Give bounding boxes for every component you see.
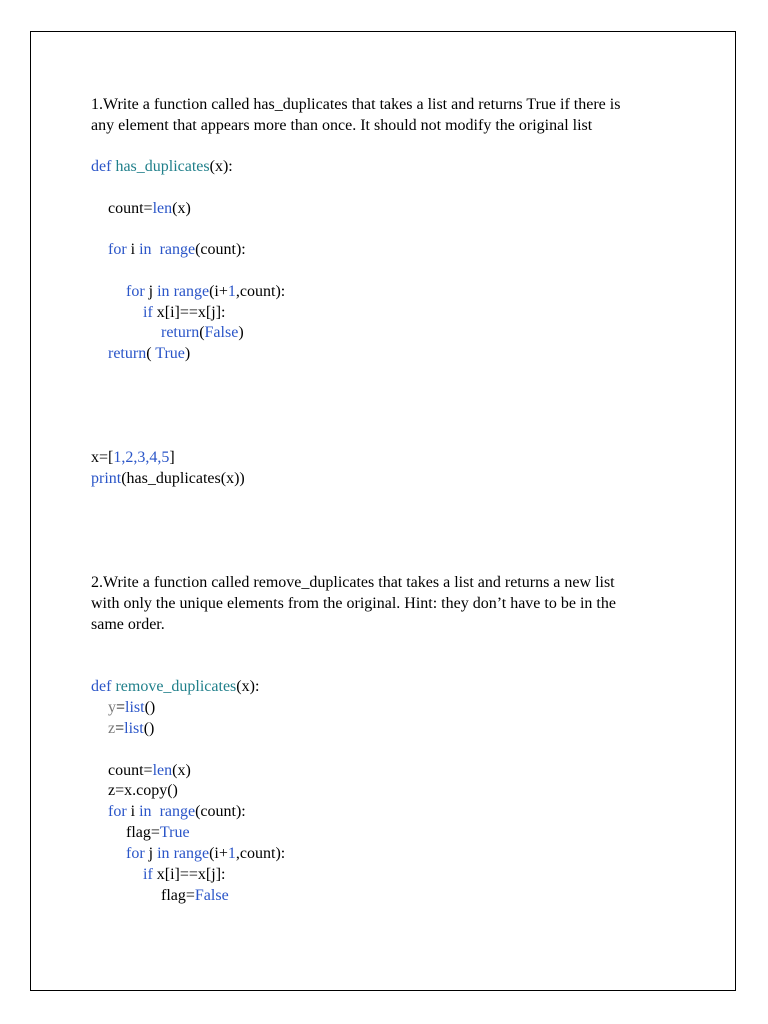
code-text: i <box>126 803 140 820</box>
q1-list-line <box>91 447 175 468</box>
q2-prompt-line-3: same order. <box>91 616 165 633</box>
in-keyword: in <box>139 803 152 820</box>
comma: , <box>157 449 162 466</box>
q2-y-line <box>108 697 155 718</box>
q2-copy-line: z=x.copy() <box>108 782 178 799</box>
number-literal: 4 <box>149 449 158 466</box>
print-builtin: print <box>91 470 122 487</box>
in-keyword: in <box>157 283 170 300</box>
list-builtin: list <box>124 720 144 737</box>
q1-prompt-line-2: any element that appears more than once. It should not modify the original list <box>91 117 593 134</box>
q1-for2-line <box>126 281 285 302</box>
false-literal: False <box>194 887 229 904</box>
code-text: j <box>144 845 158 862</box>
q2-count-line <box>108 760 191 781</box>
q2-def-line <box>91 676 259 697</box>
code-text: flag= <box>126 824 160 841</box>
q1-return-true-line <box>108 343 190 364</box>
z-variable: z <box>108 720 116 737</box>
code-text: i <box>126 241 140 258</box>
q2-z-line <box>108 718 154 739</box>
y-variable: y <box>108 699 116 716</box>
q2-if-line <box>143 864 225 885</box>
if-keyword: if <box>143 304 153 321</box>
q1-def-line <box>91 156 233 177</box>
for-keyword: for <box>108 241 127 258</box>
code-text: (x) <box>172 200 191 217</box>
q1-count-line <box>108 198 191 219</box>
function-name: has_duplicates <box>115 158 210 175</box>
def-params: (x): <box>209 158 233 175</box>
q2-prompt-line-2: with only the unique elements from the original. Hint: they don’t have to be in the <box>91 595 616 612</box>
comma: , <box>121 449 126 466</box>
in-keyword: in <box>139 241 152 258</box>
q1-if-line <box>143 302 225 323</box>
true-literal: True <box>155 345 185 362</box>
code-text: flag= <box>161 887 195 904</box>
code-text: count= <box>108 200 153 217</box>
len-builtin: len <box>152 762 173 779</box>
false-literal: False <box>204 324 239 341</box>
code-text: ( <box>146 345 156 362</box>
in-keyword: in <box>157 845 170 862</box>
q1-return-false-line <box>161 322 244 343</box>
q2-prompt-line-1: 2.Write a function called remove_duplicates that takes a list and returns a new list <box>91 574 615 591</box>
for-keyword: for <box>126 283 145 300</box>
q2-flag-false-line <box>161 885 229 906</box>
q1-for-line <box>108 239 246 260</box>
code-text: = <box>115 720 125 737</box>
q1-print-line <box>91 468 245 489</box>
q2-for-line <box>108 801 246 822</box>
code-text: (count): <box>195 803 246 820</box>
code-text: = <box>116 699 126 716</box>
number-literal: 1 <box>113 449 122 466</box>
def-keyword: def <box>91 158 112 175</box>
code-text: ] <box>169 449 175 466</box>
q1-prompt-line-1: 1.Write a function called has_duplicates that takes a list and returns True if there is <box>91 96 621 113</box>
code-text: (i+ <box>209 283 228 300</box>
code-text: x[i]==x[j]: <box>152 866 226 883</box>
code-text: (count): <box>195 241 246 258</box>
code-text: ) <box>238 324 244 341</box>
comma: , <box>133 449 138 466</box>
number-literal: 1 <box>227 283 236 300</box>
range-builtin: range <box>173 283 210 300</box>
code-text: (has_duplicates(x)) <box>121 470 245 487</box>
code-text: (i+ <box>209 845 228 862</box>
code-text: ,count): <box>235 283 286 300</box>
code-text: x[i]==x[j]: <box>152 304 226 321</box>
code-text: j <box>144 283 158 300</box>
code-text: ,count): <box>235 845 286 862</box>
q2-flag-true-line <box>126 822 190 843</box>
return-keyword: return <box>161 324 200 341</box>
number-literal: 2 <box>125 449 134 466</box>
range-builtin: range <box>173 845 210 862</box>
code-text: (x) <box>172 762 191 779</box>
code-text: () <box>143 720 155 737</box>
for-keyword: for <box>126 845 145 862</box>
len-builtin: len <box>152 200 173 217</box>
comma: , <box>145 449 150 466</box>
q2-for2-line <box>126 843 285 864</box>
code-text: x=[ <box>91 449 114 466</box>
range-builtin: range <box>159 241 196 258</box>
code-text: count= <box>108 762 153 779</box>
list-builtin: list <box>125 699 145 716</box>
range-builtin: range <box>159 803 196 820</box>
for-keyword: for <box>108 803 127 820</box>
function-name: remove_duplicates <box>115 678 237 695</box>
code-text: ( <box>199 324 205 341</box>
number-literal: 5 <box>161 449 170 466</box>
number-literal: 1 <box>227 845 236 862</box>
code-text: () <box>144 699 156 716</box>
true-literal: True <box>159 824 190 841</box>
def-keyword: def <box>91 678 112 695</box>
def-params: (x): <box>236 678 260 695</box>
return-keyword: return <box>108 345 147 362</box>
number-literal: 3 <box>137 449 146 466</box>
code-text: ) <box>184 345 191 362</box>
if-keyword: if <box>143 866 153 883</box>
